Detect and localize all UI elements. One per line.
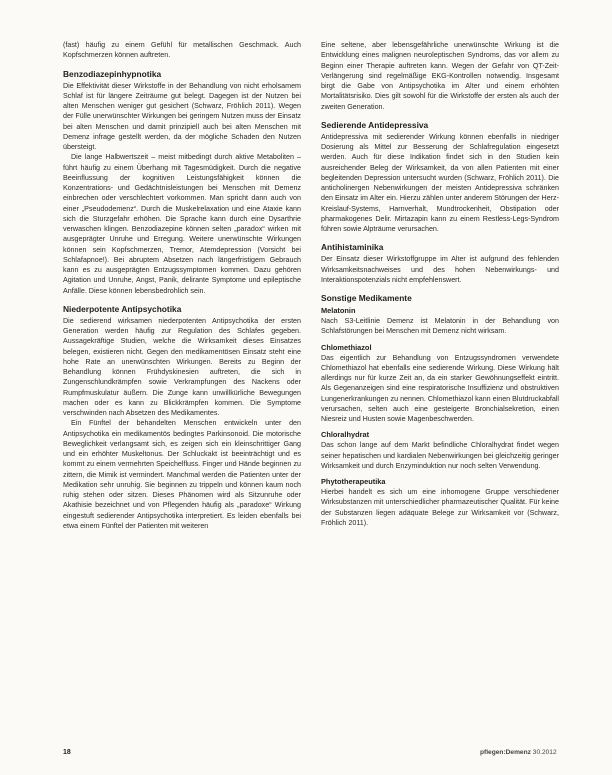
chlomethiazol-heading: Chlomethiazol (321, 342, 372, 352)
niederpotente-heading: Niederpotente Antipsychotika (63, 303, 182, 314)
benzodiazepine-paragraph-2: Die lange Halbwertszeit – meist mitbedingt durch aktive Metaboliten – führt häufig zu einem Überhang mit Tagesmüdigkeit. Durch die negative Beeinflussung der kognitiven Leistungsfähigkeit können die Konzentrations- und Gedächtnisleistungen bei Menschen mit Demenz einbrechen oder verschlechtert vorkommen. Man spricht dann auch von einer „Pseudodemenz“. Durch die Muskelrelaxation und eine Ataxie kann sich die Sturzgefahr erhöhen. Die Sprache kann durch eine Dysarthrie verwaschen klingen. Benzodiazepine können selten „paradox“ wirken mit ausgeprägter Unruhe und Erregung. Weitere unerwünschte Wirkungen können sein Kopfschmerzen, Tremor, Atemdepression (Vorsicht bei Schlafapnoe!). Bei abruptem Absetzen nach längerfristigem Gebrauch kann es zu ausgeprägten Entzugssymptomen kommen. Dazu gehören Agitation und Unruhe, Angst, Panik, delirante Symptome und epileptische Anfälle. Diese können lebensbedrohlich sein. (63, 153, 301, 295)
niederpotente-paragraph-1: Die sedierend wirksamen niederpotenten Antipsychotika der ersten Generation werden häufig zur Regulation des Schlafes gegeben. Aussagekräftige Studien, welche die Wirksamkeit dieses Einsatzes belegen, existieren nicht. Gegen den medikamentösen Einsatz steht eine hohe Rate an unerwünschten Wirkungen. Bereits zu Beginn der Behandlung können Frühdyskinesien auftreten, die sich in Zungenschlundkrämpfen sowie Verkrampfungen des Nackens oder Rumpfmuskulatur äußern. Die Zunge kann unwillkürliche Bewegungen machen oder es kann zu Blickkrämpfen kommen. Die Symptome verschwinden nach Absetzen des Medikamentes. (63, 316, 301, 417)
chloralhydrat-heading: Chloralhydrat (321, 430, 370, 440)
journal-source (480, 749, 557, 756)
niederpotente-paragraph-2: Ein Fünftel der behandelten Menschen entwickeln unter den Antipsychotika ein medikamentös bedingtes Parkinsonoid. Die motorische Beweglichkeit verlangsamt sich, es zeigen sich ein kleinschrittiger Gang und ein erhöhter Muskeltonus. Der Schluckakt ist beeinträchtigt und es kommt zu einem vermehrten Speichelfluss. Finger und Hände beginnen zu zittern, die Mimik ist vermindert. Manchmal werden die Patienten unter der Medikation sehr unruhig. Sie beginnen zu trippeln und können kaum noch ruhig stehen oder sitzen. Dieses Phänomen wird als Sitzunruhe oder Akathisie bezeichnet und von Pflegenden häufig als „paradoxe“ Wirkung eingestuft sedierender Antipsychotika interpretiert. Es leiden ebenfalls bei etwa einem Fünftel der Patienten mit weiteren (63, 419, 301, 530)
right-column (321, 40, 559, 528)
antihistaminika-heading: Antihistaminika (321, 242, 384, 253)
melatonin-paragraph: Nach S3-Leitlinie Demenz ist Melatonin in der Behandlung von Schlafstörungen bei Menschen mit Demenz nicht wirksam. (321, 317, 559, 336)
chlomethiazol-paragraph: Das eigentlich zur Behandlung von Entzugssyndromen verwendete Chlomethiazol hat ebenfalls eine sedierende Wirkung. Diese Wirkung hält allerdings nur für kurze Zeit an, da ein starker Gewöhnungseffekt eintritt. Als Gegenanzeigen sind eine respiratorische Insuffizienz und obstruktiven Lungenerkrankungen zu nennen. Chlomethiazol kann einen Blutdruckabfall verursachen, selten auch eine gesteigerte Bronchialsekretion, einen Niesreiz und Husten sowie Magenbeschwerden. (321, 353, 559, 423)
left-column (63, 40, 301, 531)
antipsychotic-risk-paragraph: Eine seltene, aber lebensgefährliche unerwünschte Wirkung ist die Entwicklung eines malignen neuroleptischen Syndroms, das vor allem zu Beginn einer Therapie auftreten kann. Wegen der Gefahr von QT-Zeit-Verlängerung sind regelmäßige EKG-Kontrollen notwendig. Insgesamt birgt die Gabe von Antipsychotika im Alter und einem erhöhten Mortalitätsrisiko. Dies gilt sowohl für die Wirkstoffe der ersten als auch der zweiten Generation. (321, 41, 559, 111)
page-number: 18 (63, 749, 71, 756)
sedierende-antidepressiva-paragraph: Antidepressiva mit sedierender Wirkung können ebenfalls in niedriger Dosierung als Mittel zur Besserung der Schlafregulation eingesetzt werden. Auch für diese Indikation findet sich in den Studien kein ausreichender Beleg der Wirksamkeit, da von allen Patienten mit einer begleitenden Depression untersucht wurden (Schwarz, Fröhlich 2011). Die anticholinergen Nebenwirkungen der meisten Antidepressiva schränken den Einsatz im Alter ein. Hierzu zählen unter anderem Störungen der Herz-Kreislauf-Systems, Harnverhalt, Mundtrockenheit, Obstipation oder pharmakogenes Delir. Mirtazapin kann zu einem Restless-Legs-Syndrom führen sowie Alpträume verursachen. (321, 132, 559, 233)
sonstige-medikamente-heading: Sonstige Medikamente (321, 293, 412, 303)
journal-issue: 30.2012 (532, 749, 557, 756)
phytotherapeutika-paragraph: Hierbei handelt es sich um eine inhomogene Gruppe verschiedener Wirksubstanzen mit unterschiedlicher pharmazeutischer Qualität. Für keine der Substanzen liegen adäquate Belege zur Wirksamkeit vor (Schwarz, Fröhlich 2011). (321, 488, 559, 527)
sedierende-antidepressiva-heading: Sedierende Antidepressiva (321, 119, 429, 130)
phytotherapeutika-heading: Phytotherapeutika (321, 477, 386, 486)
benzodiazepine-heading: Benzodiazepinhypnotika (63, 68, 162, 79)
antihistaminika-paragraph: Der Einsatz dieser Wirkstoffgruppe im Alter ist aufgrund des fehlenden Wirksamkeitsnachweises und des hohen Nebenwirkungs- und Interaktionspotenzials nicht empfehlenswert. (321, 255, 559, 284)
journal-name: pflegen:Demenz (480, 749, 531, 756)
chloralhydrat-paragraph: Das schon lange auf dem Markt befindliche Chloralhydrat findet wegen seiner hepatischen und kardialen Nebenwirkungen bei gleichzeitig geringer Wirksamkeit und durch Enzyminduktion nur noch selten Verwendung. (321, 441, 559, 470)
melatonin-heading: Melatonin (321, 306, 356, 315)
intro-paragraph: (fast) häufig zu einem Gefühl für metallischen Geschmack. Auch Kopfschmerzen können auftreten. (63, 41, 301, 60)
benzodiazepine-paragraph-1: Die Effektivität dieser Wirkstoffe in der Behandlung von nicht erholsamem Schlaf ist für längere Zeiträume gut belegt. Dagegen ist der Nutzen bei alten Menschen weniger gut gesichert (Schwarz, Fröhlich 2011). Wegen der Fülle unerwünschter Wirkungen bei geringem Nutzen muss der Einsatz bei alten Menschen und damit prinzipiell auch bei alten Menschen mit Demenz infrage gestellt werden, da der mögliche Schaden den Nutzen übersteigt. (63, 81, 301, 151)
